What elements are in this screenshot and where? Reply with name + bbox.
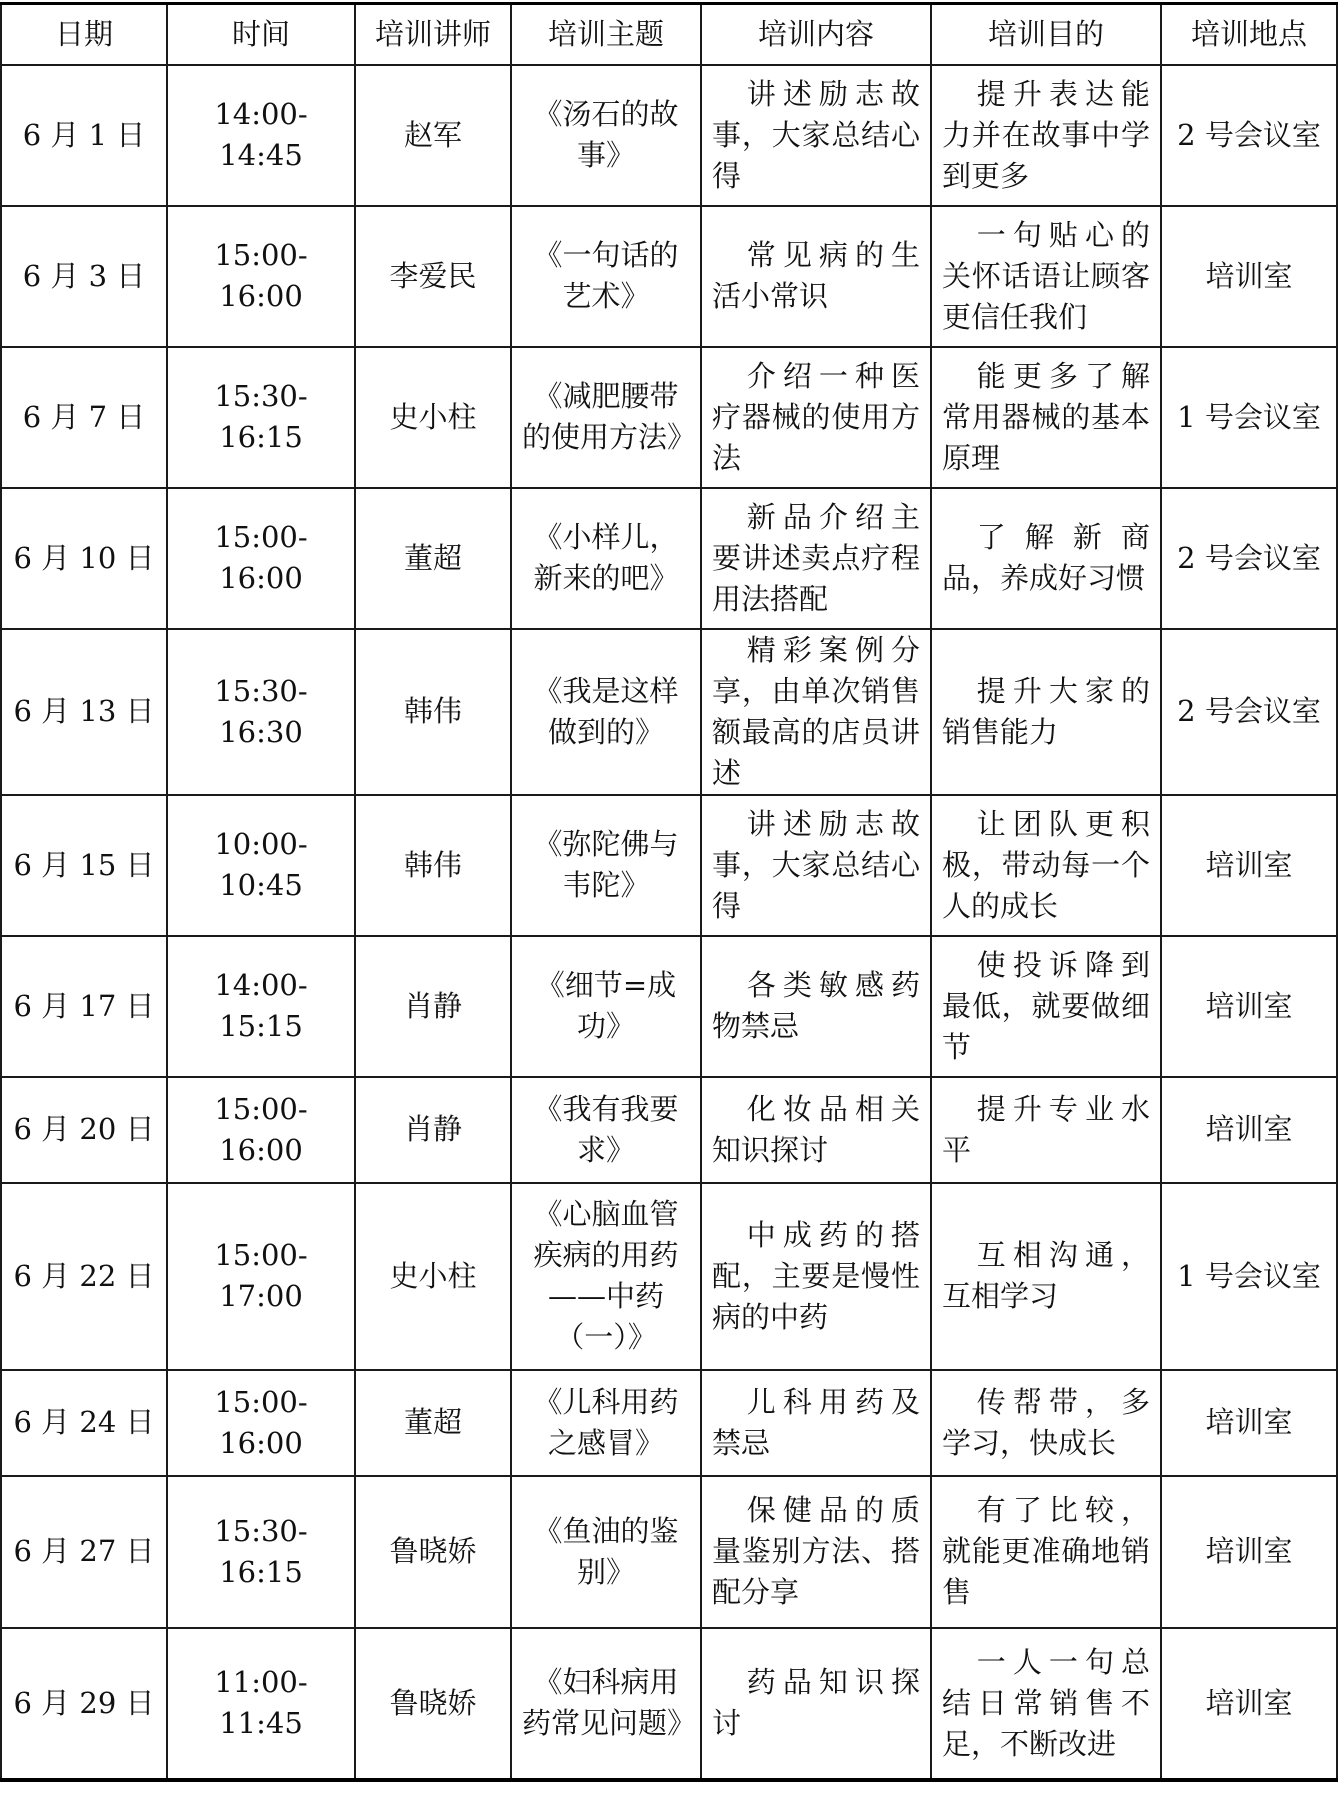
cell-time: 15:30-16:15 [167,347,355,488]
cell-teacher: 赵军 [355,65,511,206]
cell-date: 6 月 1 日 [1,65,167,206]
cell-content: 各类敏感药物禁忌 [701,936,931,1077]
cell-teacher: 韩伟 [355,795,511,936]
table-body [1,65,1337,1780]
cell-content: 讲述励志故事，大家总结心得 [701,795,931,936]
cell-goal: 提升专业水平 [931,1077,1161,1183]
cell-topic: 《鱼油的鉴别》 [511,1476,701,1628]
table-row [1,1077,1337,1183]
cell-date: 6 月 15 日 [1,795,167,936]
cell-date: 6 月 29 日 [1,1628,167,1780]
cell-goal: 提升表达能力并在故事中学到更多 [931,65,1161,206]
cell-place: 2 号会议室 [1161,629,1337,795]
cell-date: 6 月 20 日 [1,1077,167,1183]
cell-topic: 《减肥腰带的使用方法》 [511,347,701,488]
cell-topic: 《一句话的艺术》 [511,206,701,347]
cell-teacher: 董超 [355,1370,511,1476]
table-row [1,488,1337,629]
cell-goal: 互相沟通，互相学习 [931,1183,1161,1370]
cell-topic: 《弥陀佛与韦陀》 [511,795,701,936]
cell-teacher: 史小柱 [355,347,511,488]
table-row [1,65,1337,206]
header-goal: 培训目的 [931,4,1161,65]
cell-topic: 《心脑血管疾病的用药——中药（一）》 [511,1183,701,1370]
cell-goal: 传帮带，多学习，快成长 [931,1370,1161,1476]
cell-topic: 《妇科病用药常见问题》 [511,1628,701,1780]
cell-time: 15:00-16:00 [167,1370,355,1476]
cell-time: 15:30-16:30 [167,629,355,795]
cell-content: 化妆品相关知识探讨 [701,1077,931,1183]
cell-time: 15:30-16:15 [167,1476,355,1628]
table-row [1,1183,1337,1370]
table-row [1,1628,1337,1780]
header-date: 日期 [1,4,167,65]
cell-place: 培训室 [1161,1476,1337,1628]
cell-time: 15:00-16:00 [167,206,355,347]
cell-time: 14:00-15:15 [167,936,355,1077]
cell-date: 6 月 17 日 [1,936,167,1077]
cell-goal: 一人一句总结日常销售不足，不断改进 [931,1628,1161,1780]
cell-goal: 使投诉降到最低，就要做细节 [931,936,1161,1077]
table-row [1,795,1337,936]
cell-place: 培训室 [1161,1077,1337,1183]
cell-content: 儿科用药及禁忌 [701,1370,931,1476]
cell-topic: 《我是这样做到的》 [511,629,701,795]
cell-date: 6 月 27 日 [1,1476,167,1628]
cell-time: 15:00-16:00 [167,1077,355,1183]
cell-date: 6 月 22 日 [1,1183,167,1370]
cell-teacher: 鲁晓娇 [355,1628,511,1780]
cell-date: 6 月 3 日 [1,206,167,347]
cell-teacher: 肖静 [355,936,511,1077]
cell-date: 6 月 13 日 [1,629,167,795]
cell-date: 6 月 10 日 [1,488,167,629]
cell-goal: 提升大家的销售能力 [931,629,1161,795]
cell-content: 新品介绍主要讲述卖点疗程用法搭配 [701,488,931,629]
cell-teacher: 韩伟 [355,629,511,795]
cell-goal: 能更多了解常用器械的基本原理 [931,347,1161,488]
cell-place: 2 号会议室 [1161,65,1337,206]
cell-content: 精彩案例分享，由单次销售额最高的店员讲述 [701,629,931,795]
cell-date: 6 月 7 日 [1,347,167,488]
cell-teacher: 李爱民 [355,206,511,347]
cell-time: 11:00-11:45 [167,1628,355,1780]
cell-time: 15:00-17:00 [167,1183,355,1370]
cell-place: 2 号会议室 [1161,488,1337,629]
table-row [1,347,1337,488]
table-row [1,936,1337,1077]
table-row [1,1476,1337,1628]
cell-content: 常见病的生活小常识 [701,206,931,347]
cell-goal: 让团队更积极，带动每一个人的成长 [931,795,1161,936]
cell-content: 介绍一种医疗器械的使用方法 [701,347,931,488]
cell-goal: 了解新商品，养成好习惯 [931,488,1161,629]
header-topic: 培训主题 [511,4,701,65]
cell-topic: 《儿科用药之感冒》 [511,1370,701,1476]
training-schedule-table [0,2,1338,1782]
cell-time: 10:00-10:45 [167,795,355,936]
table-row [1,206,1337,347]
cell-place: 培训室 [1161,206,1337,347]
cell-place: 1 号会议室 [1161,347,1337,488]
cell-topic: 《细节=成功》 [511,936,701,1077]
cell-goal: 有了比较，就能更准确地销售 [931,1476,1161,1628]
header-time: 时间 [167,4,355,65]
cell-goal: 一句贴心的关怀话语让顾客更信任我们 [931,206,1161,347]
cell-content: 药品知识探讨 [701,1628,931,1780]
cell-place: 1 号会议室 [1161,1183,1337,1370]
cell-teacher: 史小柱 [355,1183,511,1370]
cell-topic: 《小样儿，新来的吧》 [511,488,701,629]
table-header-row [1,4,1337,65]
cell-teacher: 鲁晓娇 [355,1476,511,1628]
cell-time: 14:00-14:45 [167,65,355,206]
cell-topic: 《我有我要求》 [511,1077,701,1183]
cell-place: 培训室 [1161,1628,1337,1780]
cell-place: 培训室 [1161,936,1337,1077]
cell-teacher: 肖静 [355,1077,511,1183]
table-row [1,1370,1337,1476]
cell-place: 培训室 [1161,1370,1337,1476]
cell-place: 培训室 [1161,795,1337,936]
cell-date: 6 月 24 日 [1,1370,167,1476]
header-teacher: 培训讲师 [355,4,511,65]
cell-content: 讲述励志故事，大家总结心得 [701,65,931,206]
cell-content: 保健品的质量鉴别方法、搭配分享 [701,1476,931,1628]
cell-time: 15:00-16:00 [167,488,355,629]
cell-teacher: 董超 [355,488,511,629]
header-place: 培训地点 [1161,4,1337,65]
header-content: 培训内容 [701,4,931,65]
cell-content: 中成药的搭配，主要是慢性病的中药 [701,1183,931,1370]
cell-topic: 《汤石的故事》 [511,65,701,206]
table-row [1,629,1337,795]
